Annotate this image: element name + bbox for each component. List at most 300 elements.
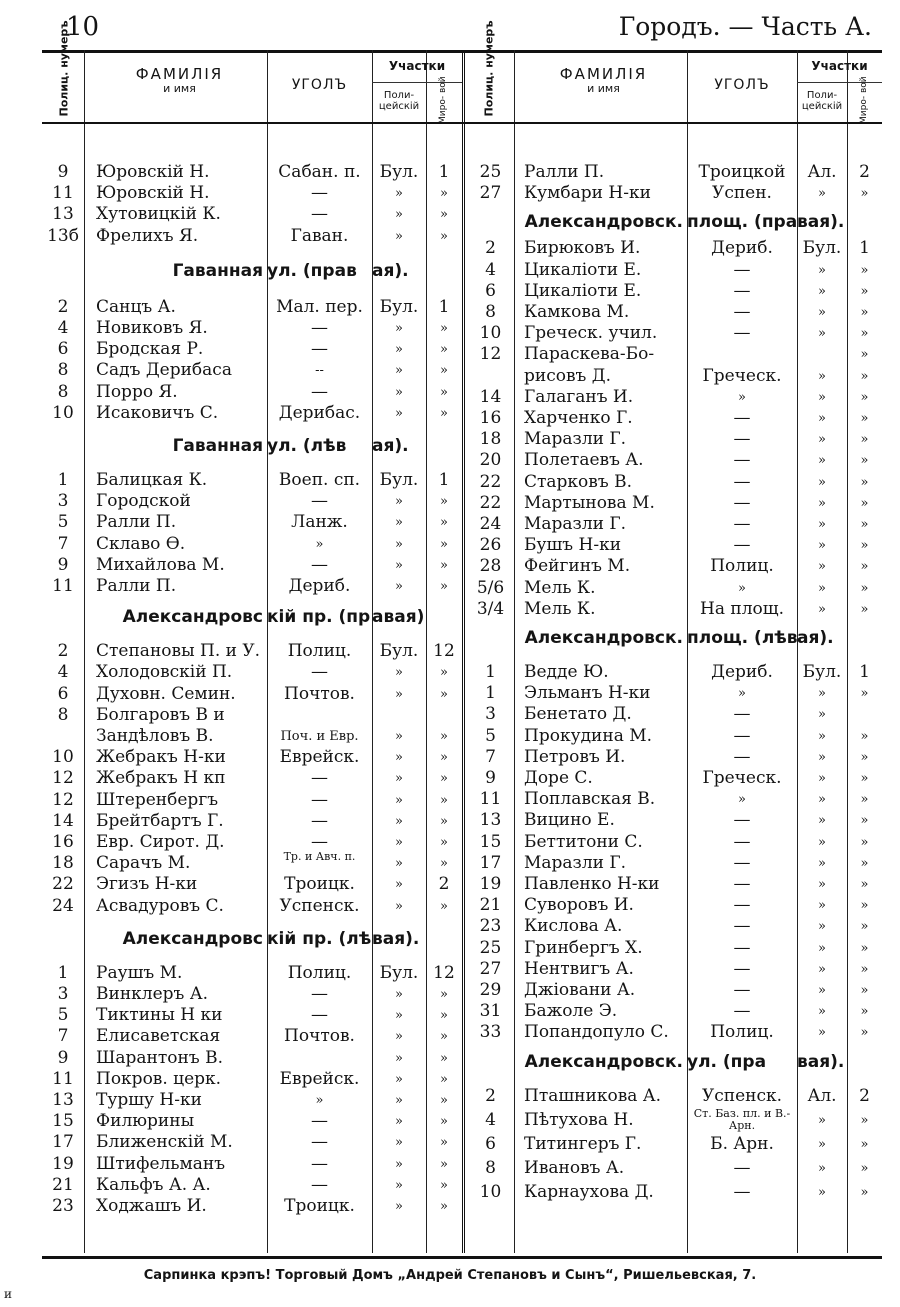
left-row-name: Евр. Сирот. Д. <box>96 832 225 852</box>
left-row-name: Болгаровъ В и <box>96 704 225 725</box>
right-row-peace: » <box>860 474 869 490</box>
right-row-corner: — <box>733 704 751 725</box>
left-row-num: 14 <box>52 810 74 831</box>
right-row-peace: » <box>860 186 869 202</box>
left-row-num: 21 <box>52 1174 74 1195</box>
right-row-police: » <box>818 559 826 575</box>
right-row-police: » <box>818 707 826 723</box>
right-row-corner: — <box>733 1001 751 1022</box>
right-row-corner: — <box>733 259 751 280</box>
right-row-corner: Греческ. <box>702 365 782 386</box>
right-row-name: Вицино Е. <box>524 810 615 831</box>
left-row-corner: Троицк. <box>284 1196 355 1216</box>
left-section-heading-part: Гаванная <box>172 260 263 281</box>
right-row-peace: » <box>860 1004 869 1020</box>
right-row-police: » <box>818 1161 826 1177</box>
right-row-police: » <box>818 368 826 384</box>
right-row-name: Бушъ Н-ки <box>524 535 622 556</box>
column-header-peace: Миро- вой <box>438 76 448 124</box>
left-row-corner: Гаван. <box>290 225 349 246</box>
right-row-corner: — <box>733 895 751 916</box>
right-row <box>42 938 882 959</box>
right-row-peace: » <box>860 559 869 575</box>
right-row-peace: » <box>860 1185 869 1201</box>
left-row-corner: » <box>315 536 324 552</box>
left-row-corner: Троицк. <box>284 874 355 895</box>
left-row-name: Филюрины <box>96 1111 195 1132</box>
right-row-peace: » <box>860 517 869 532</box>
right-row-name: Бенетато Д. <box>524 704 632 725</box>
column-header-name-line1: ФАМИЛІЯ <box>559 65 648 83</box>
left-row-police: » <box>395 1156 403 1172</box>
footer-advertisement: Сарпинка крэпъ! Торговый Домъ „Андрей Степановъ и Сынъ“, Ришельевская, 7. <box>143 1268 757 1283</box>
left-row-corner: — <box>311 984 328 1004</box>
left-row-peace: 2 <box>438 874 450 895</box>
right-row <box>42 832 882 853</box>
right-row-police: » <box>818 749 826 765</box>
right-section-heading <box>42 626 882 650</box>
right-row-peace: » <box>860 919 869 935</box>
right-row-corner: — <box>733 810 751 831</box>
left-row-police: » <box>395 515 403 531</box>
right-row-corner: Б. Арн. <box>710 1134 774 1154</box>
right-row-peace: 2 <box>859 162 870 182</box>
right-row-peace: » <box>860 813 869 829</box>
left-row-peace: » <box>440 750 448 766</box>
left-row-peace: » <box>440 494 448 510</box>
right-row <box>42 1086 882 1107</box>
right-row <box>42 895 882 916</box>
left-row-num: 6 <box>57 683 69 704</box>
right-row-num: 7 <box>485 746 496 767</box>
column-header-name-line2: и имя <box>163 81 196 95</box>
left-row-name: Городской <box>96 491 191 512</box>
right-row-peace: » <box>860 834 869 850</box>
left-row-police: » <box>395 1114 403 1130</box>
left-row-peace: » <box>440 1029 448 1045</box>
left-row-corner: — <box>311 554 328 575</box>
right-row-num: 31 <box>479 1001 502 1022</box>
right-row <box>42 768 882 789</box>
left-row-peace: » <box>440 405 448 421</box>
right-row <box>42 344 882 365</box>
right-row-name: Мель К. <box>524 598 596 619</box>
column-header-number: Полиц. нумеръ <box>57 20 71 117</box>
left-row-corner: — <box>311 1132 328 1153</box>
left-row-corner: — <box>311 1005 328 1026</box>
right-row-peace: 2 <box>859 1085 870 1106</box>
right-row <box>42 450 882 471</box>
right-row-police: » <box>818 453 826 469</box>
left-row-num: 5 <box>57 512 69 533</box>
left-section-heading-part: вая). <box>372 928 420 949</box>
right-row-name: Джіовани А. <box>524 980 636 1000</box>
left-section-heading-part: ул. (лѣв <box>267 436 347 456</box>
left-row-num: 4 <box>57 318 69 338</box>
right-row-num: 20 <box>479 450 502 471</box>
left-row-name: Зандѣловъ В. <box>96 726 214 746</box>
right-row-num: 11 <box>479 789 502 810</box>
left-row-police: Бул. <box>379 470 419 490</box>
left-row-police: » <box>395 342 403 358</box>
right-row <box>42 1134 882 1155</box>
right-row-num: 25 <box>479 162 502 182</box>
left-row-name: Степановы П. и У. <box>96 641 261 662</box>
left-row-name: Холодовскій П. <box>96 662 233 683</box>
left-row-num: 7 <box>57 1026 69 1047</box>
left-row-police: » <box>395 1199 403 1214</box>
left-row-num: 3 <box>57 491 69 512</box>
right-section-heading-part: Александровск. <box>524 1051 683 1072</box>
left-row-police: Бул. <box>379 962 419 983</box>
right-row-corner: — <box>733 450 751 471</box>
left-row-peace: » <box>440 1156 448 1172</box>
left-row-peace: » <box>440 1114 448 1130</box>
left-row-num: 19 <box>52 1153 74 1174</box>
left-row-peace: » <box>440 384 448 400</box>
right-row-peace: » <box>860 771 869 786</box>
header-rule <box>42 122 882 124</box>
left-row-name: Санцъ А. <box>96 296 176 317</box>
right-row-name: Титингеръ Г. <box>524 1134 642 1154</box>
right-row-police: Ал. <box>807 1085 837 1106</box>
right-row-peace: » <box>860 983 869 998</box>
left-row-name: Михайлова М. <box>96 554 225 575</box>
right-section-heading-part: площ. (лѣв <box>687 628 798 648</box>
left-row-peace: » <box>440 186 448 202</box>
left-row-corner: Тр. и Авч. п. <box>283 850 356 864</box>
right-row-corner: Дериб. <box>711 662 773 682</box>
right-row-police: » <box>818 813 826 829</box>
right-row <box>42 302 882 323</box>
left-row-peace: » <box>440 363 448 379</box>
left-row-name: Кальфъ А. А. <box>96 1174 211 1195</box>
right-row-police: » <box>818 262 826 278</box>
left-row-num: 9 <box>57 554 69 575</box>
left-row-name: Асвадуровъ С. <box>96 895 224 916</box>
right-row-peace: » <box>860 1137 869 1152</box>
right-row-police: » <box>818 792 826 808</box>
right-row-name: Доре С. <box>524 768 593 788</box>
right-row-name: Мель К. <box>524 577 596 598</box>
left-row-num: 8 <box>57 704 69 725</box>
column-header-number: Полиц. нумеръ <box>482 20 496 117</box>
left-row-peace: » <box>440 771 448 787</box>
left-row-num: 6 <box>57 339 69 360</box>
left-row-police: » <box>395 494 403 510</box>
left-row-corner: — <box>311 491 328 512</box>
left-row-num: 5 <box>57 1005 69 1026</box>
right-row-peace: » <box>860 305 869 320</box>
right-row-num: 28 <box>479 556 502 577</box>
right-row-num: 4 <box>485 259 496 280</box>
right-row <box>42 1001 882 1022</box>
left-section-heading-part: кій пр. (лѣ <box>267 928 372 949</box>
right-section-heading-part: Александровск. <box>524 212 683 233</box>
right-row-corner: » <box>738 792 746 808</box>
right-row-name: Ведде Ю. <box>524 662 609 682</box>
right-row <box>42 980 882 1001</box>
right-row-peace: » <box>860 389 869 405</box>
left-row-num: 12 <box>52 768 74 789</box>
right-row-corner: — <box>733 725 751 746</box>
right-section-heading <box>42 1047 882 1074</box>
left-row-num: 8 <box>57 360 69 381</box>
left-row-police: » <box>395 536 403 552</box>
column-header-corner: УГОЛЪ <box>291 77 348 93</box>
right-row <box>42 789 882 810</box>
left-row-corner: — <box>311 810 328 831</box>
right-row-peace: » <box>860 411 869 426</box>
left-row-peace: 12 <box>433 962 455 983</box>
left-row-name: Штифельманъ <box>96 1153 226 1174</box>
right-row-name: Пташникова А. <box>524 1085 662 1106</box>
right-row <box>42 704 882 725</box>
right-row-name: Ивановъ А. <box>524 1158 625 1179</box>
left-row-corner: — <box>311 1174 328 1195</box>
right-row <box>42 472 882 493</box>
right-row-name: Прокудина М. <box>524 725 653 746</box>
right-row <box>42 662 882 683</box>
left-row-name: Склаво Ѳ. <box>96 533 186 554</box>
right-row-num: 3 <box>485 704 496 725</box>
right-row-peace: » <box>860 601 869 617</box>
right-row-name: рисовъ Д. <box>524 365 611 386</box>
column-header-name <box>520 66 687 95</box>
right-row-name: Кумбари Н-ки <box>524 183 651 204</box>
column-header-police <box>797 90 847 112</box>
right-row-peace: » <box>860 495 869 511</box>
right-row-police: » <box>818 728 826 744</box>
left-row-num: 1 <box>57 470 69 490</box>
left-row-name: Юровскій Н. <box>96 183 210 204</box>
right-row-police: » <box>818 495 826 511</box>
right-row-num: 2 <box>485 238 496 259</box>
left-row-police: Бул. <box>379 162 419 182</box>
right-row-police: » <box>818 601 826 617</box>
left-row-corner: — <box>311 789 328 810</box>
right-row-corner: Греческ. <box>702 768 782 788</box>
left-section-heading-part: кій пр. (пр <box>267 607 371 628</box>
right-row-peace: 1 <box>859 238 870 259</box>
right-row-corner: Полиц. <box>710 556 774 577</box>
right-section-heading-part: вая). <box>797 212 845 233</box>
right-row-corner: — <box>733 937 751 958</box>
right-row-num: 10 <box>479 323 502 344</box>
right-row-police: » <box>818 517 826 532</box>
right-row-police: » <box>818 1004 826 1020</box>
left-row-num: 24 <box>52 895 74 916</box>
right-row-num: 27 <box>479 958 502 979</box>
right-row-corner: — <box>733 980 751 1000</box>
left-row-police: Бул. <box>379 296 419 317</box>
right-row <box>42 238 882 259</box>
right-row-peace: » <box>860 326 869 342</box>
left-row-corner: Сабан. п. <box>278 162 361 182</box>
right-row-num: 8 <box>485 302 496 322</box>
left-row-police: » <box>395 1008 403 1024</box>
left-row-peace: » <box>440 228 448 244</box>
column-header-police-line1: Поли- <box>806 90 838 101</box>
left-row-name: Ралли П. <box>96 512 177 533</box>
right-row-corner: Успен. <box>712 183 772 204</box>
left-row-name: Балицкая К. <box>96 470 208 490</box>
right-row-num: 29 <box>479 980 502 1000</box>
right-row <box>42 726 882 747</box>
right-row-num: 6 <box>485 1134 496 1154</box>
right-row-police: » <box>818 1137 826 1152</box>
left-row-peace: » <box>440 856 448 872</box>
left-row-peace: » <box>440 686 448 702</box>
left-row-peace: 1 <box>438 296 450 317</box>
right-row-num: 4 <box>485 1109 496 1130</box>
right-row-police: » <box>818 1185 826 1201</box>
left-row-peace: 1 <box>438 162 450 182</box>
right-row-num: 13 <box>479 810 502 831</box>
left-section-heading-part: Александровс <box>122 607 263 628</box>
left-row-peace: » <box>440 207 448 223</box>
right-row-peace: » <box>860 283 869 299</box>
right-row-name: Пѣтухова Н. <box>524 1109 634 1130</box>
right-row-police: » <box>818 1025 826 1041</box>
right-row-peace: » <box>860 728 869 744</box>
left-row-name: Винклеръ А. <box>96 984 209 1004</box>
right-row-corner: » <box>738 389 746 405</box>
left-row-num: 7 <box>57 533 69 554</box>
right-row-corner: — <box>733 492 751 513</box>
left-row-police: » <box>395 686 403 702</box>
right-row <box>42 162 882 183</box>
left-row-police: » <box>395 813 403 829</box>
left-row-name: Жебракъ Н кп <box>96 768 226 789</box>
footer-mark: и <box>4 1287 12 1301</box>
left-row-name: Брейтбартъ Г. <box>96 810 224 831</box>
column-header-police-line1: Поли- <box>383 90 415 101</box>
left-row-name: Штеренбергъ <box>96 789 219 810</box>
left-row-name: Жебракъ Н-ки <box>96 747 226 768</box>
left-row-corner: -- <box>315 363 324 379</box>
right-row-name: Павленко Н-ки <box>524 874 660 894</box>
left-row-corner: Дериб. <box>288 576 351 596</box>
column-header-peace: Миро- вой <box>859 76 869 124</box>
left-row-name: Бродская Р. <box>96 339 204 360</box>
left-row-police: » <box>395 405 403 421</box>
right-row-peace: » <box>860 898 869 914</box>
page-header-title: Городъ. — Часть А. <box>618 12 872 41</box>
right-row-corner: — <box>733 280 751 301</box>
left-row-peace: » <box>440 792 448 808</box>
right-row-peace: » <box>860 368 869 384</box>
right-row-peace: » <box>860 940 869 956</box>
right-row-corner: — <box>733 302 751 322</box>
left-row-name: Духовн. Семин. <box>96 683 236 704</box>
right-row-num: 1 <box>485 662 496 682</box>
right-row-peace: » <box>860 749 869 765</box>
left-row-num: 15 <box>52 1111 74 1132</box>
right-row-name: Бажоле Э. <box>524 1001 618 1022</box>
left-row-name: Ралли П. <box>96 576 177 596</box>
right-row-name: Греческ. учил. <box>524 323 658 344</box>
right-row-num: 5/6 <box>476 577 505 598</box>
right-row-peace: » <box>860 877 869 892</box>
right-row <box>42 260 882 281</box>
right-row <box>42 493 882 514</box>
left-row-name: Покров. церк. <box>96 1068 222 1089</box>
right-row-peace: » <box>860 453 869 469</box>
left-row-corner: Дерибас. <box>278 402 361 423</box>
left-row-num: 22 <box>52 874 74 895</box>
right-row <box>42 916 882 937</box>
left-row-police: » <box>395 579 403 594</box>
left-row-num: 13 <box>52 204 74 225</box>
right-row <box>42 1022 882 1043</box>
left-section-heading-part: авая) <box>372 607 425 628</box>
right-row-name: Ралли П. <box>524 162 605 182</box>
left-row-num: 18 <box>52 853 74 874</box>
left-row-name: Исаковичъ С. <box>96 402 219 423</box>
right-row <box>42 514 882 535</box>
left-row-police: » <box>395 856 403 872</box>
left-row-police: » <box>395 557 403 573</box>
right-row-num: 3/4 <box>476 598 505 619</box>
right-row-num: 1 <box>485 683 496 704</box>
right-row-name: Карнаухова Д. <box>524 1182 654 1203</box>
right-row-corner: Троицкой <box>698 162 786 182</box>
left-row-peace: » <box>440 835 448 850</box>
left-row-corner: — <box>311 381 328 402</box>
left-row-num: 9 <box>57 1047 69 1068</box>
right-row-num: 14 <box>479 386 502 407</box>
right-row-corner: » <box>738 686 746 702</box>
right-row-name: Поплавская В. <box>524 789 656 810</box>
left-row-police: » <box>395 987 403 1002</box>
right-row-corner: » <box>738 580 746 596</box>
left-row-peace: » <box>440 665 448 681</box>
right-row-police: » <box>818 283 826 299</box>
left-row-num: 12 <box>52 789 74 810</box>
left-row-name: Эгизъ Н-ки <box>96 874 198 895</box>
right-row-peace: » <box>860 855 869 871</box>
left-row-corner: Полиц. <box>287 641 352 662</box>
right-row <box>42 810 882 831</box>
right-row-corner: Успенск. <box>701 1085 783 1106</box>
left-row-name: Новиковъ Я. <box>96 318 208 338</box>
left-row-peace: » <box>440 1177 448 1193</box>
left-row-corner: Почтов. <box>284 1026 355 1047</box>
districts-rule <box>372 82 462 83</box>
column-header-police-line2: цейскій <box>801 101 843 112</box>
right-row-name: Полетаевъ А. <box>524 450 644 471</box>
right-row-corner: Дериб. <box>711 238 773 259</box>
right-row-num: 25 <box>479 937 502 958</box>
left-row-peace: » <box>440 1050 448 1066</box>
left-row-corner: — <box>311 1111 328 1132</box>
left-row-num: 9 <box>57 162 69 182</box>
right-row-num: 6 <box>485 280 496 301</box>
left-row-name: Елисаветская <box>96 1026 221 1047</box>
left-row-corner: Воеп. сп. <box>278 470 361 490</box>
left-row-num: 10 <box>52 402 74 423</box>
right-row <box>42 281 882 302</box>
right-row-name: Цикаліоти Е. <box>524 280 642 301</box>
left-row-corner: — <box>311 832 328 852</box>
left-row-police: » <box>395 729 403 744</box>
right-row-police: » <box>818 940 826 956</box>
right-row-num: 5 <box>485 725 496 746</box>
right-row-peace: » <box>860 538 869 554</box>
left-row-police: » <box>395 771 403 787</box>
right-row-num: 26 <box>479 535 502 556</box>
